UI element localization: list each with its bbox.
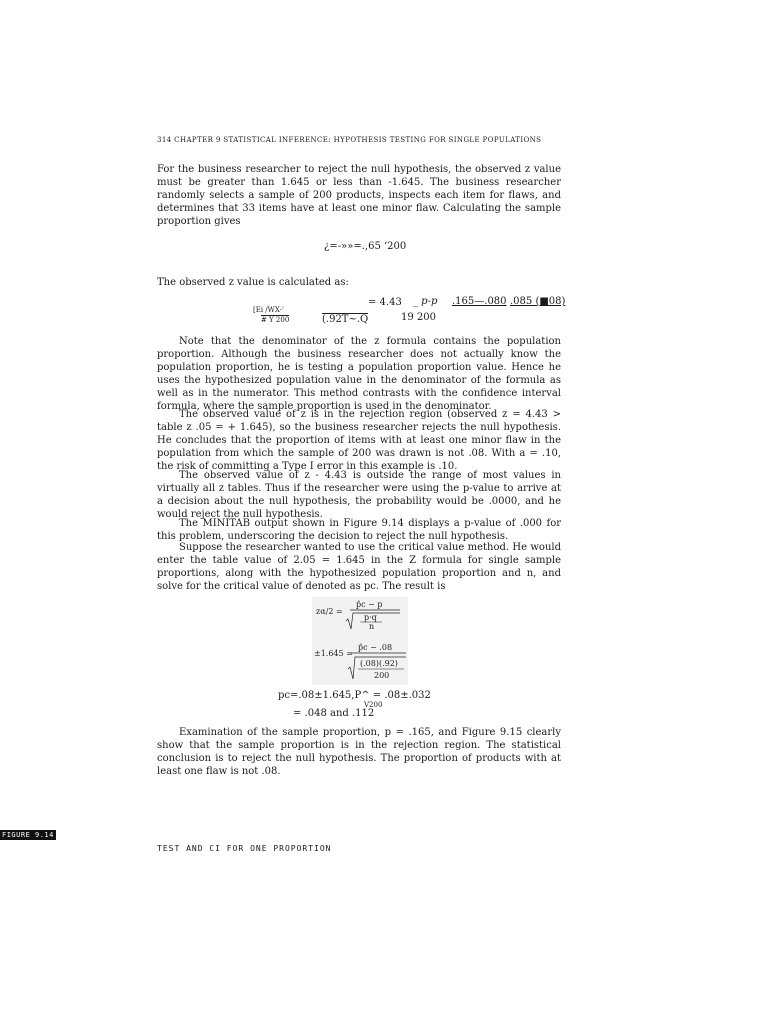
formula-den-2-top: (.08)(.92) bbox=[360, 659, 398, 668]
z-formula-mid-bottom: (.92T~.Q bbox=[322, 314, 369, 325]
formula-num-1: p̂c − p bbox=[356, 600, 383, 609]
figure-caption: TEST AND CI FOR ONE PROPORTION bbox=[157, 844, 332, 853]
z-formula-equals: = 4.43 bbox=[368, 297, 402, 308]
paragraph-minitab: The MINITAB output shown in Figure 9.14 displays a p-value of .000 for this problem, underscoring the decision to reject the null hypothesis. bbox=[157, 518, 561, 543]
formula-den-2-bot: 200 bbox=[374, 671, 390, 680]
running-header: 314 CHAPTER 9 STATISTICAL INFERENCE: HYPOTHESIS TESTING FOR SINGLE POPULATIONS bbox=[157, 136, 542, 144]
paragraph-denominator-note: Note that the denominator of the z formula contains the population proportion. Although the business researcher does not actually know the population proportion, he is testing a population proportion value. Hence he uses the hypothesized population value in the denominator of the formula as well as in the numerator. This method contrasts with the confidence interval formula, where the sample proportion is used in the denominator. bbox=[157, 336, 561, 413]
formula-num-2: p̂c − .08 bbox=[358, 643, 393, 652]
formula-den-1-bot: n bbox=[369, 622, 375, 631]
paragraph-reject-criteria: For the business researcher to reject the null hypothesis, the observed z value must be greater than 1.645 or less than -1.645. The business researcher randomly selects a sample of 200 products, inspects each item for flaws, and determines that 33 items have at least one minor flaw. Calculating the sample proportion gives bbox=[157, 164, 561, 228]
observed-z-intro: The observed z value is calculated as: bbox=[157, 277, 349, 288]
z-formula-right-numerator: .165—.080 bbox=[452, 296, 507, 307]
paragraph-rejection-region: The observed value of z is in the rejection region (observed z = 4.43 > table z .05 = + 1.645), so the business researcher rejects the null hypothesis. He concludes that the proportion of items with at least one minor flaw in the population from which the sample of 200 was drawn is not .08. With a = .10, the risk of committing a Type I error in this example is .10. bbox=[157, 409, 561, 473]
formula-lhs-2: ±1.645 = bbox=[314, 649, 353, 658]
critical-line-1-sub: V200 bbox=[364, 701, 383, 709]
paragraph-p-value: The observed value of z - 4.43 is outside the range of most values in virtually all z tables. Thus if the researcher were using the p-value to arrive at a decision about the null hypothesis, the probability would be .0000, and he would reject the null hypothesis. bbox=[157, 470, 561, 521]
formula-den-1-top: p·q bbox=[364, 613, 377, 622]
z-formula-right-result: .085 (■08) bbox=[510, 296, 566, 307]
z-formula-right-prefix: _ p-p bbox=[413, 296, 438, 307]
critical-line-1: pc=.08±1.645,P^ = .08±.032 bbox=[278, 690, 431, 701]
paragraph-critical-value: Suppose the researcher wanted to use the critical value method. He would enter the table value of 2.05 = 1.645 in the Z formula for single sample proportions, along with the hypothesized population proportion and n, and solve for the critical value of denoted as pc. The result is bbox=[157, 542, 561, 593]
critical-line-2: = .048 and .112 bbox=[293, 708, 375, 719]
z-formula-left-top: [Ei /WX-' bbox=[253, 306, 284, 314]
critical-value-formula-image bbox=[312, 597, 408, 685]
formula-lhs-1: zα/2 = bbox=[316, 607, 343, 616]
sample-proportion-formula: ¿=-»»=.,65 ‘200 bbox=[324, 241, 407, 252]
figure-label-tab: FIGURE 9.14 bbox=[2, 831, 54, 839]
paragraph-conclusion: Examination of the sample proportion, p = .165, and Figure 9.15 clearly show that the sample proportion is in the rejection region. The statistical conclusion is to reject the null hypothesis. The proportion of products with at least one flaw is not .08. bbox=[157, 727, 561, 778]
z-formula-right-bottom: 19 200 bbox=[401, 312, 436, 323]
z-formula-left-bottom: # Y 200 bbox=[261, 316, 290, 324]
